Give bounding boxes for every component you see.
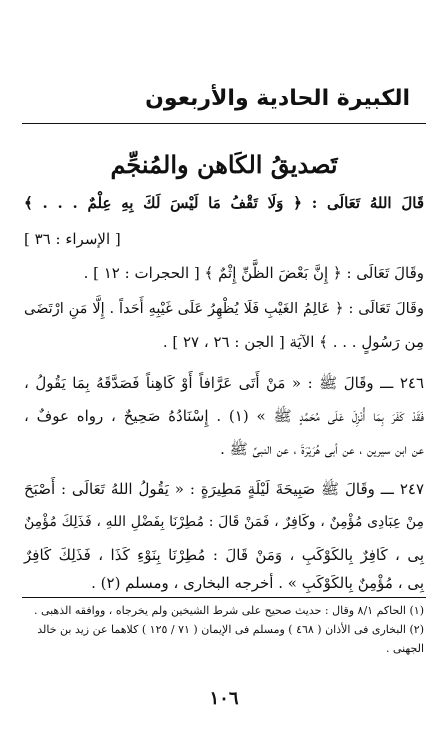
hadith-line: بِى ، مُؤْمِنٌ بِالكَوْكَبِ » . أخرجه البخارى ، ومسلم (٢) . <box>91 574 424 592</box>
chapter-title: الكبيرة الحادية والأربعون <box>145 86 410 111</box>
page-number: ١٠٦ <box>209 688 239 709</box>
hadith-line: فَقَدْ كَفَرَ بِمَا أُنْزِلَ عَلَى مُحَمَّدٍ ﷺ » (١) . إِسْنَادُهُ صَحِيحٌ ، رواه عوفٌ ، <box>24 407 424 425</box>
verse-line: قَالَ اللهُ تَعَالَى : ﴿ وَلَا تَقْفُ مَا لَيْسَ لَكَ بِهِ عِلْمٌ . . . ﴾ <box>24 194 424 212</box>
verse-line: مِن رَسُولٍ . . . ﴾ الآيَة [ الجن : ٢٦ ، ٢٧ ] . <box>162 333 424 351</box>
verse-line: وقَالَ تَعَالَى : ﴿ إِنَّ بَعْضَ الظَّنِّ إِثْمٌ ﴾ [ الحجرات : ١٢ ] . <box>83 264 424 282</box>
footnote: (٢) البخارى فى الأذان ( ٤٦٨ ) ومسلم فى الإيمان ( ٧١ / ١٢٥ ) كلاهما عن زيد بن خالد <box>37 623 424 636</box>
section-title: تَصديقُ الكَاهن والمُنجِّم <box>110 150 338 179</box>
hadith-line: بِى ، كَافِرٌ بِالكَوْكَبِ ، وَمَنْ قَالَ : مُطِرْنَا بِنَوْءِ كَذَا ، فَذَلِكَ كَافِرٌ <box>24 546 424 564</box>
verse-line: وقَالَ تَعَالَى : ﴿ عَالِمُ الغَيْبِ فَلَا يُظْهِرُ عَلَى غَيْبِهِ أَحَداً . إِلَّا مَنِ ارْتَضَى <box>24 301 424 317</box>
hadith-line: ٢٤٦ ـــ وقَالَ ﷺ : « مَنْ أَتَى عَرَّافاً أَوْ كَاهِناً فَصَدَّقَهُ بِمَا يَقُولُ ، <box>24 374 424 392</box>
footnote: (١) الحاكم ٨/١ وقال : حديث صحيح على شرط الشيخين ولم يخرجاه ، ووافقه الذهبى . <box>33 604 424 617</box>
header-rule <box>22 123 426 124</box>
hadith-line: ٢٤٧ ـــ وقَالَ ﷺ صَبِيحَةَ لَيْلَةٍ مَطِيرَةٍ : « يَقُولُ اللهُ تَعَالَى : أَصْبَحَ <box>24 480 424 498</box>
verse-reference: [ الإسراء : ٣٦ ] <box>24 230 121 248</box>
hadith-line: مِنْ عِبَادِى مُؤْمِنٌ ، وكَافِرٌ ، فَمَنْ قَالَ : مُطِرْنَا بِفَضْلِ اللهِ ، فَذَلِكَ مُؤْمِنٌ <box>24 514 424 530</box>
hadith-line: عن ابن سيرين ، عن أبى هُرَيْرَةَ ، عن النبىِّ ﷺ . <box>220 440 424 458</box>
footnote-rule <box>22 597 426 598</box>
footnote: الجهنى . <box>385 642 424 655</box>
